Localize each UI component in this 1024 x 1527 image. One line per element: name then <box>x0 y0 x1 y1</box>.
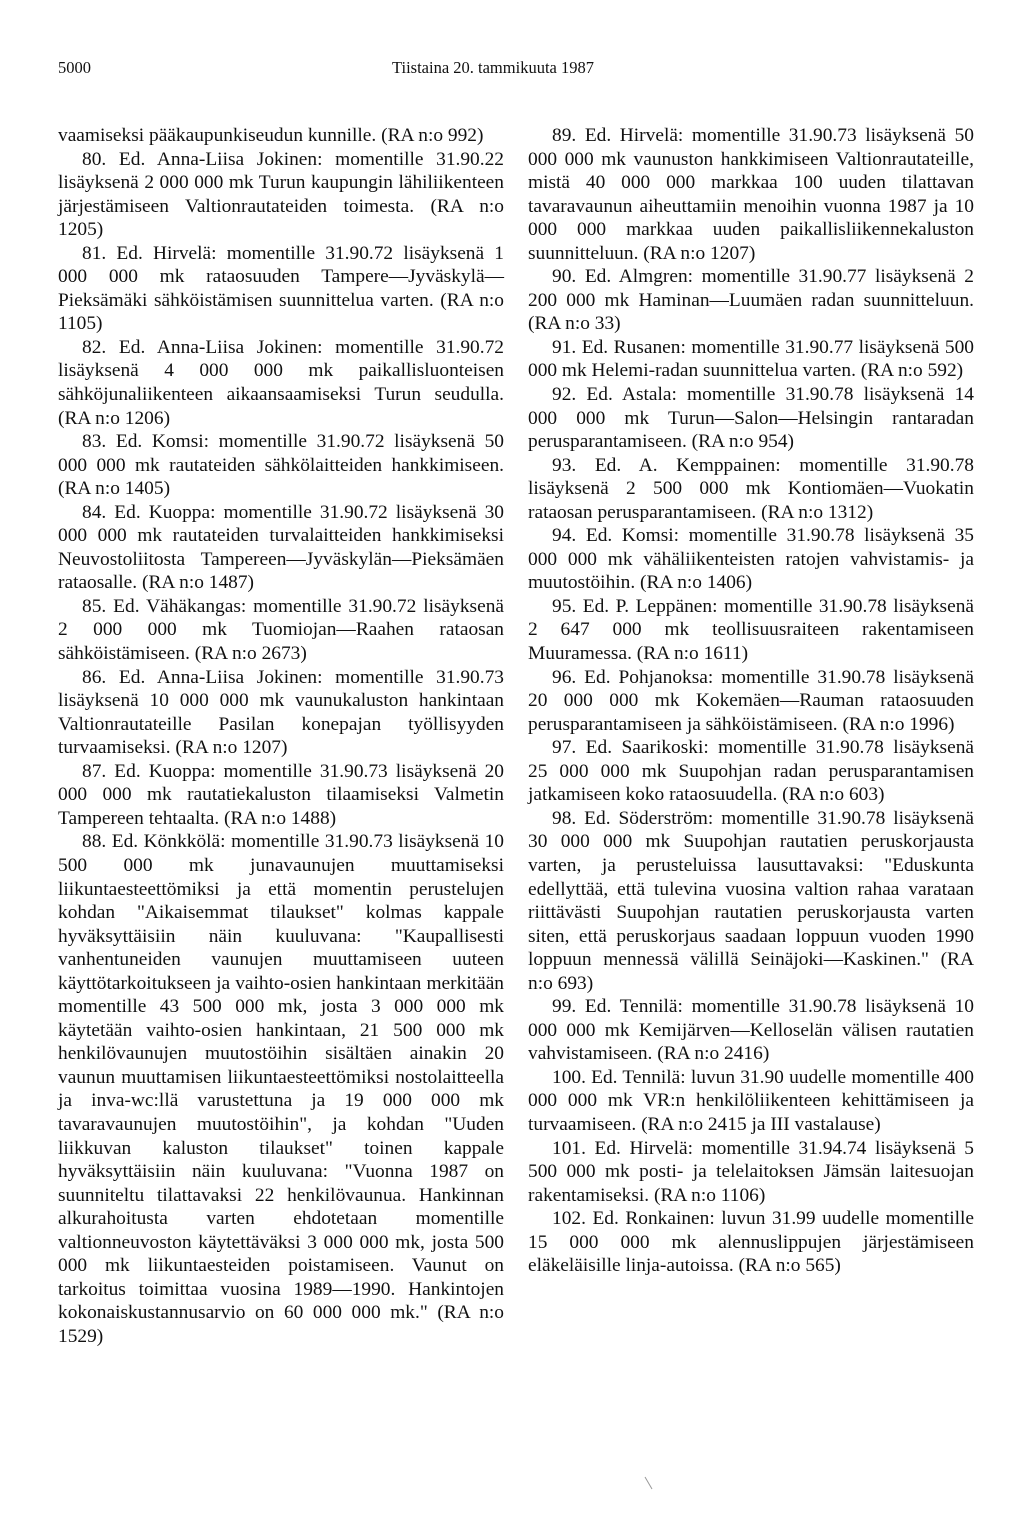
right-column <box>528 124 974 1278</box>
entry-99: 99. Ed. Tennilä: momentille 31.90.78 lisäyksenä 10 000 000 mk Kemijärven—Kelloselän välisen rautatien vahvistamiseen. (RA n:o 2416) <box>528 996 974 1065</box>
page-number: 5000 <box>58 58 91 77</box>
entry-95: 95. Ed. P. Leppänen: momentille 31.90.78 lisäyksenä 2 647 000 mk teollisuusraiteen rakentamiseen Muuramessa. (RA n:o 1611) <box>528 595 974 665</box>
entry-84: 84. Ed. Kuoppa: momentille 31.90.72 lisäyksenä 30 000 000 mk rautateiden turvalaitteiden hankkimiseksi Neuvostoliitosta Tampereen—Jyväskylän—Pieksämäen rataosalle. (RA n:o 1487) <box>58 501 504 594</box>
entry-88: 88. Ed. Könkkölä: momentille 31.90.73 lisäyksenä 10 500 000 mk junavaunujen muuttamiseksi liikuntaesteettömiksi ja että momentin perustelujen kohdan "Aikaisemmat tilaukset" kolmas kappale hyväksyttäisiin näin kuuluvana: "Kaupallisesti vanhentuneiden vaunujen muuttamiseen uuteen käyttötarkoitukseen ja vaihto-osien hankintaan merkitään momentille 43 500 000 mk, josta 3 000 000 mk käytetään vaihto-osien hankintaan, 21 500 000 mk henkilövaunujen muutostöihin sisältäen ainakin 20 vaunun muuttamisen liikuntaesteettömiksi nostolaitteella ja inva-wc:llä varustettuna ja 19 000 000 mk tavaravaunujen muutostöihin", ja kohdan "Uuden liikkuvan kaluston tilaukset" toinen kappale hyväksyttäisiin näin kuuluvana: "Vuonna 1987 on suunniteltu tilattavaksi 22 henkilövaunua. Hankinnan alkurahoitusta varten ehdotetaan momentille valtionneuvoston käytettäväksi 3 000 000 mk, josta 500 000 mk liikuntaesteiden poistamiseen. Vaunut on tarkoitus toimittaa vuosina 1989—1990. Hankintojen kokonaiskustannusarvio on 60 000 000 mk." (RA n:o 1529) <box>58 831 504 1347</box>
entry-90: 90. Ed. Almgren: momentille 31.90.77 lisäyksenä 2 200 000 mk Haminan—Luumäen radan suunnitteluun. (RA n:o 33) <box>528 266 974 335</box>
left-column <box>58 124 504 1348</box>
entry-82: 82. Ed. Anna-Liisa Jokinen: momentille 31.90.72 lisäyksenä 4 000 000 mk paikallisluonteisen sähköjunaliikenteen aikaansaamiseksi Turun seudulla. (RA n:o 1206) <box>58 336 504 429</box>
scan-artifact-mark <box>645 1477 653 1490</box>
entry-91: 91. Ed. Rusanen: momentille 31.90.77 lisäyksenä 500 000 mk Helemi-radan suunnittelua varten. (RA n:o 592) <box>528 336 974 382</box>
entry-101: 101. Ed. Hirvelä: momentille 31.94.74 lisäyksenä 5 500 000 mk posti- ja telelaitoksen Jämsän laitesuojan rakentamiseksi. (RA n:o 1106) <box>528 1137 974 1206</box>
entry-83: 83. Ed. Komsi: momentille 31.90.72 lisäyksenä 50 000 000 mk rautateiden sähkölaitteiden hankkimiseen. (RA n:o 1405) <box>58 431 504 500</box>
entry-89: 89. Ed. Hirvelä: momentille 31.90.73 lisäyksenä 50 000 000 mk vaunuston hankkimiseen Valtionrautateille, mistä 40 000 000 markkaa 100 uuden tilattavan tavaravaunun aiheuttamiin menoihin vuonna 1987 ja 10 000 000 markkaa uuden paikallisliikennekaluston suunnitteluun. (RA n:o 1207) <box>528 125 974 264</box>
entry-97: 97. Ed. Saarikoski: momentille 31.90.78 lisäyksenä 25 000 000 mk Suupohjan radan perusparantamisen jatkamiseen koko rataosuudella. (RA n:o 603) <box>528 737 974 806</box>
entry-92: 92. Ed. Astala: momentille 31.90.78 lisäyksenä 14 000 000 mk Turun—Salon—Helsingin rantaradan perusparantamiseen. (RA n:o 954) <box>528 384 974 453</box>
entry-81: 81. Ed. Hirvelä: momentille 31.90.72 lisäyksenä 1 000 000 mk rataosuuden Tampere—Jyväskylä—Pieksämäki sähköistämisen suunnittelua varten. (RA n:o 1105) <box>58 242 504 335</box>
entry-85: 85. Ed. Vähäkangas: momentille 31.90.72 lisäyksenä 2 000 000 mk Tuomiojan—Raahen rataosan sähköistämiseen. (RA n:o 2673) <box>58 595 504 665</box>
entry-98: 98. Ed. Söderström: momentille 31.90.78 lisäyksenä 30 000 000 mk Suupohjan rautatien peruskorjausta varten, ja perusteluissa lausuttavaksi: "Eduskunta edellyttää, että tulevina vuosina valtion rahaa varataan riittävästi Suupohjan rautatien peruskorjausta varten siten, että peruskorjaus saadaan loppuun vuoden 1990 loppuun mennessä välillä Seinäjoki—Kaskinen." (RA n:o 693) <box>528 807 974 994</box>
page-header <box>58 58 966 82</box>
entry-93: 93. Ed. A. Kemppainen: momentille 31.90.78 lisäyksenä 2 500 000 mk Kontiomäen—Vuokatin rataosan perusparantamiseen. (RA n:o 1312) <box>528 454 974 523</box>
continuation-paragraph: vaamiseksi pääkaupunkiseudun kunnille. (RA n:o 992) <box>58 125 484 146</box>
entry-94: 94. Ed. Komsi: momentille 31.90.78 lisäyksenä 35 000 000 mk vähäliikenteisten ratojen vahvistamis- ja muutostöihin. (RA n:o 1406) <box>528 525 974 594</box>
entry-80: 80. Ed. Anna-Liisa Jokinen: momentille 31.90.22 lisäyksenä 2 000 000 mk Turun kaupungin lähiliikenteen järjestämiseen Valtionrautateiden toimesta. (RA n:o 1205) <box>58 148 504 241</box>
entry-86: 86. Ed. Anna-Liisa Jokinen: momentille 31.90.73 lisäyksenä 10 000 000 mk vaunukaluston hankintaan Valtionrautateille Pasilan konepajan työllisyyden turvaamiseksi. (RA n:o 1207) <box>58 666 504 759</box>
entry-102: 102. Ed. Ronkainen: luvun 31.99 uudelle momentille 15 000 000 mk alennuslippujen järjestämiseen eläkeläisille linja-autoissa. (RA n:o 565) <box>528 1208 974 1277</box>
entry-87: 87. Ed. Kuoppa: momentille 31.90.73 lisäyksenä 20 000 000 mk rautatiekaluston tilaamiseksi Valmetin Tampereen tehtaalta. (RA n:o 1488) <box>58 760 504 829</box>
page-date: Tiistaina 20. tammikuuta 1987 <box>392 58 594 77</box>
entry-96: 96. Ed. Pohjanoksa: momentille 31.90.78 lisäyksenä 20 000 000 mk Kokemäen—Rauman rataosuuden perusparantamiseen ja sähköistämiseen. (RA n:o 1996) <box>528 666 974 735</box>
entry-100: 100. Ed. Tennilä: luvun 31.90 uudelle momentille 400 000 000 mk VR:n henkilöliikenteen kehittämiseen ja turvaamiseen. (RA n:o 2415 ja III vastalause) <box>528 1066 974 1135</box>
